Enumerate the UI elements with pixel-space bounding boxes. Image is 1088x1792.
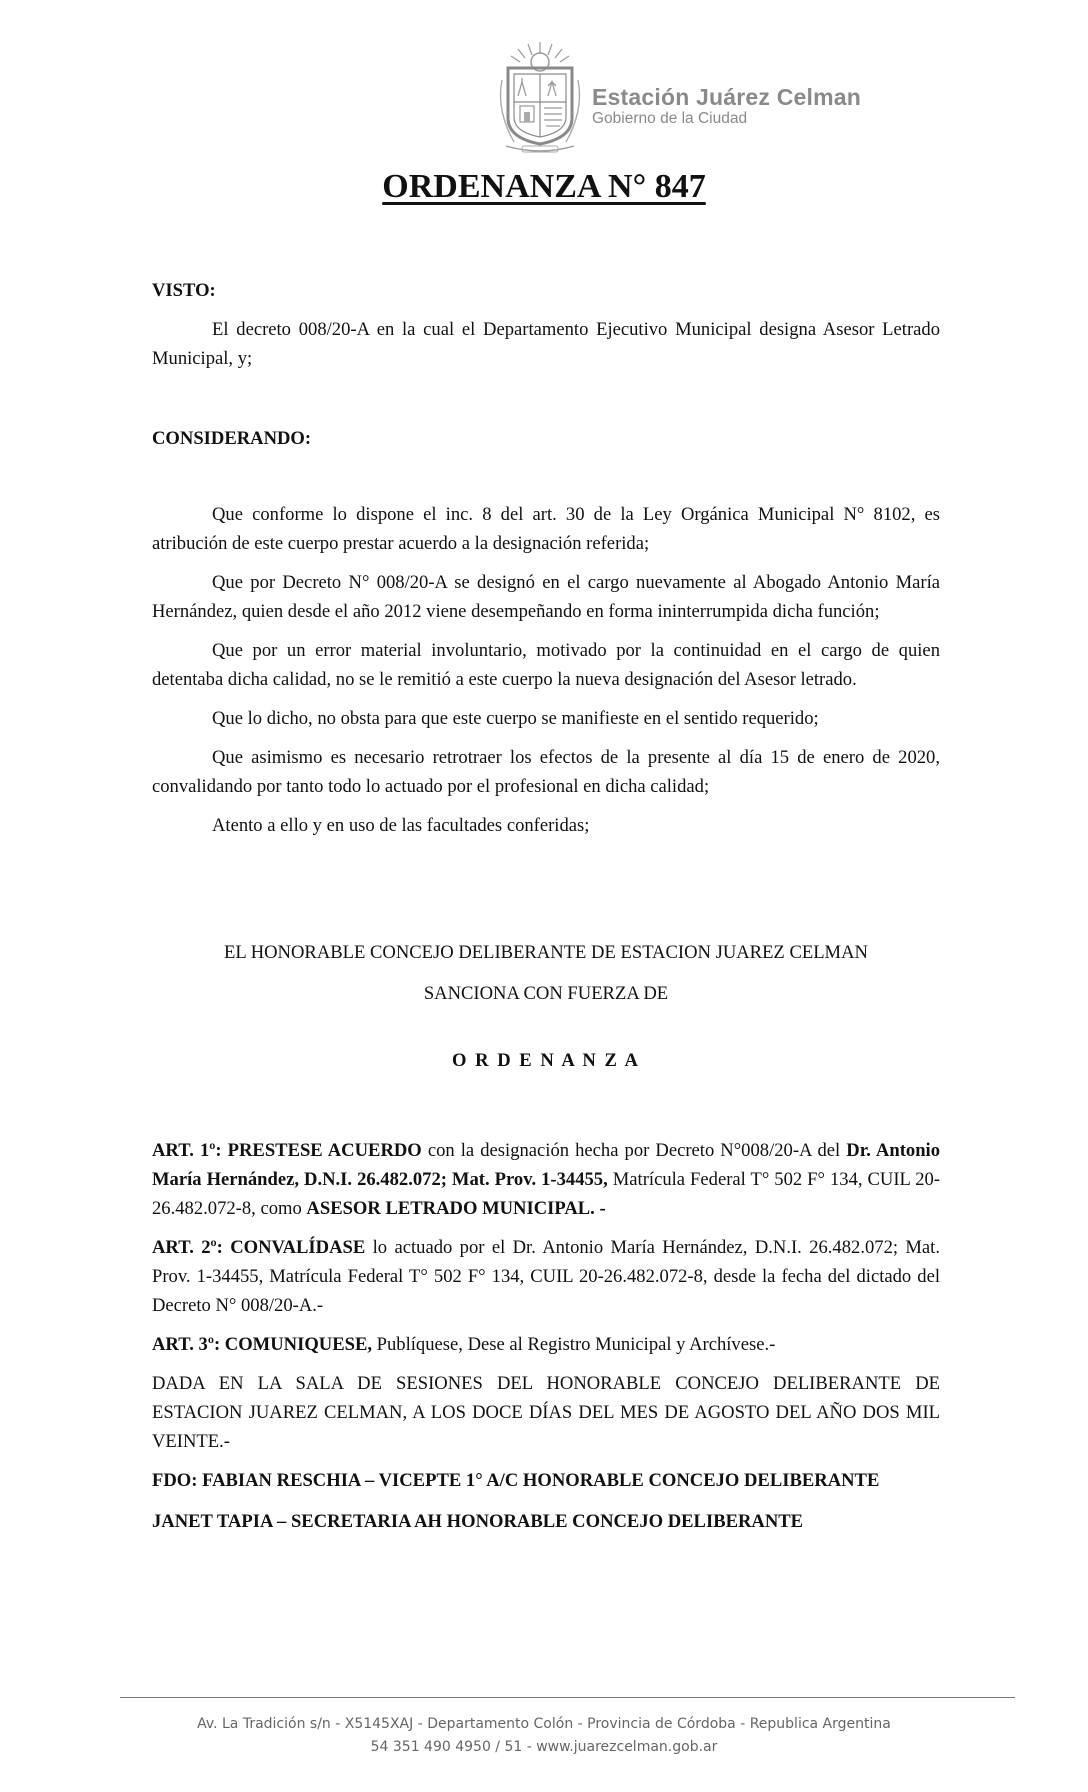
article-3 — [152, 1330, 940, 1359]
sanciona-line-2: SANCIONA CON FUERZA DE — [423, 983, 669, 1004]
org-block — [592, 84, 861, 128]
document-title: ORDENANZA N° 847 — [382, 168, 706, 205]
article-1-text: con la designación hecha por Decreto N°008/20-A del — [421, 1140, 847, 1161]
article-2-label: ART. 2º: CONVALÍDASE — [152, 1237, 366, 1258]
article-1-role: ASESOR LETRADO MUNICIPAL. - — [306, 1198, 606, 1219]
ordenanza-heading: O R D E N A N Z A — [452, 1050, 640, 1071]
footer-address: Av. La Tradición s/n - X5145XAJ - Departamento Colón - Provincia de Córdoba - Republica Argentina — [197, 1716, 891, 1732]
visto-heading: VISTO: — [152, 280, 216, 301]
article-1-text-2: Matrícula Federal T° 502 F° 134, CUIL 20-26.482.072-8, como — [152, 1169, 940, 1219]
article-3-text: Publíquese, Dese al Registro Municipal y Archívese.- — [372, 1334, 776, 1355]
signature-fdo: FDO: FABIAN RESCHIA – VICEPTE 1° A/C HONORABLE CONCEJO DELIBERANTE — [152, 1470, 880, 1491]
municipal-coat-of-arms-icon — [492, 40, 588, 160]
letterhead — [0, 40, 1088, 160]
considerando-paragraph: Que lo dicho, no obsta para que este cuerpo se manifieste en el sentido requerido; — [212, 708, 819, 729]
footer-contact: 54 351 490 4950 / 51 - www.juarezcelman.gob.ar — [370, 1739, 718, 1755]
article-3-label: ART. 3º: COMUNIQUESE, — [152, 1334, 373, 1355]
considerando-paragraph: Que por un error material involuntario, motivado por la continuidad en el cargo de quien detentaba dicha calidad, no se le remitió a este cuerpo la nueva designación del Asesor letrado. — [152, 640, 940, 690]
considerando-paragraphs — [152, 500, 940, 840]
articles-section — [152, 1136, 940, 1536]
considerando-paragraph: Que por Decreto N° 008/20-A se designó en el cargo nuevamente al Abogado Antonio María Hernández, quien desde el año 2012 viene desempeñando en forma ininterrumpida dicha función; — [152, 572, 940, 622]
signature-secretary: JANET TAPIA – SECRETARIA AH HONORABLE CONCEJO DELIBERANTE — [152, 1511, 804, 1532]
org-subtitle: Gobierno de la Ciudad — [592, 110, 748, 127]
considerando-paragraph: Que conforme lo dispone el inc. 8 del art. 30 de la Ley Orgánica Municipal N° 8102, es atribución de este cuerpo prestar acuerdo a la designación referida; — [152, 504, 940, 554]
footer-divider — [120, 1697, 1015, 1698]
dada-clause: DADA EN LA SALA DE SESIONES DEL HONORABLE CONCEJO DELIBERANTE DE ESTACION JUAREZ CELMAN, A LOS DOCE DÍAS DEL MES DE AGOSTO DEL AÑO DOS MIL VEINTE.- — [152, 1373, 940, 1452]
sanciona-line-1: EL HONORABLE CONCEJO DELIBERANTE DE ESTACION JUAREZ CELMAN — [224, 942, 868, 963]
considerando-paragraph: Que asimismo es necesario retrotraer los efectos de la presente al día 15 de enero de 2020, convalidando por tanto todo lo actuado por el profesional en dicha calidad; — [152, 747, 940, 797]
visto-section — [152, 276, 940, 373]
visto-text: El decreto 008/20-A en la cual el Departamento Ejecutivo Municipal designa Asesor Letrado Municipal, y; — [152, 319, 940, 369]
considerando-paragraph: Atento a ello y en uso de las facultades conferidas; — [212, 815, 590, 836]
article-1-label: ART. 1º: PRESTESE ACUERDO — [152, 1140, 422, 1161]
article-1 — [152, 1136, 940, 1223]
sanciona-block — [152, 938, 940, 1075]
article-2 — [152, 1233, 940, 1320]
org-name: Estación Juárez Celman — [592, 84, 862, 110]
considerando-section — [152, 424, 940, 453]
considerando-heading: CONSIDERANDO: — [152, 428, 312, 449]
article-2-text: lo actuado por el Dr. Antonio María Hernández, D.N.I. 26.482.072; Mat. Prov. 1-34455, Matrícula Federal T° 502 F° 134, CUIL 20-26.482.072-8, desde la fecha del dictado del Decreto N° 008/20-A.- — [152, 1237, 940, 1316]
article-1-person: Dr. Antonio María Hernández, D.N.I. 26.482.072; Mat. Prov. 1-34455, — [152, 1140, 940, 1190]
